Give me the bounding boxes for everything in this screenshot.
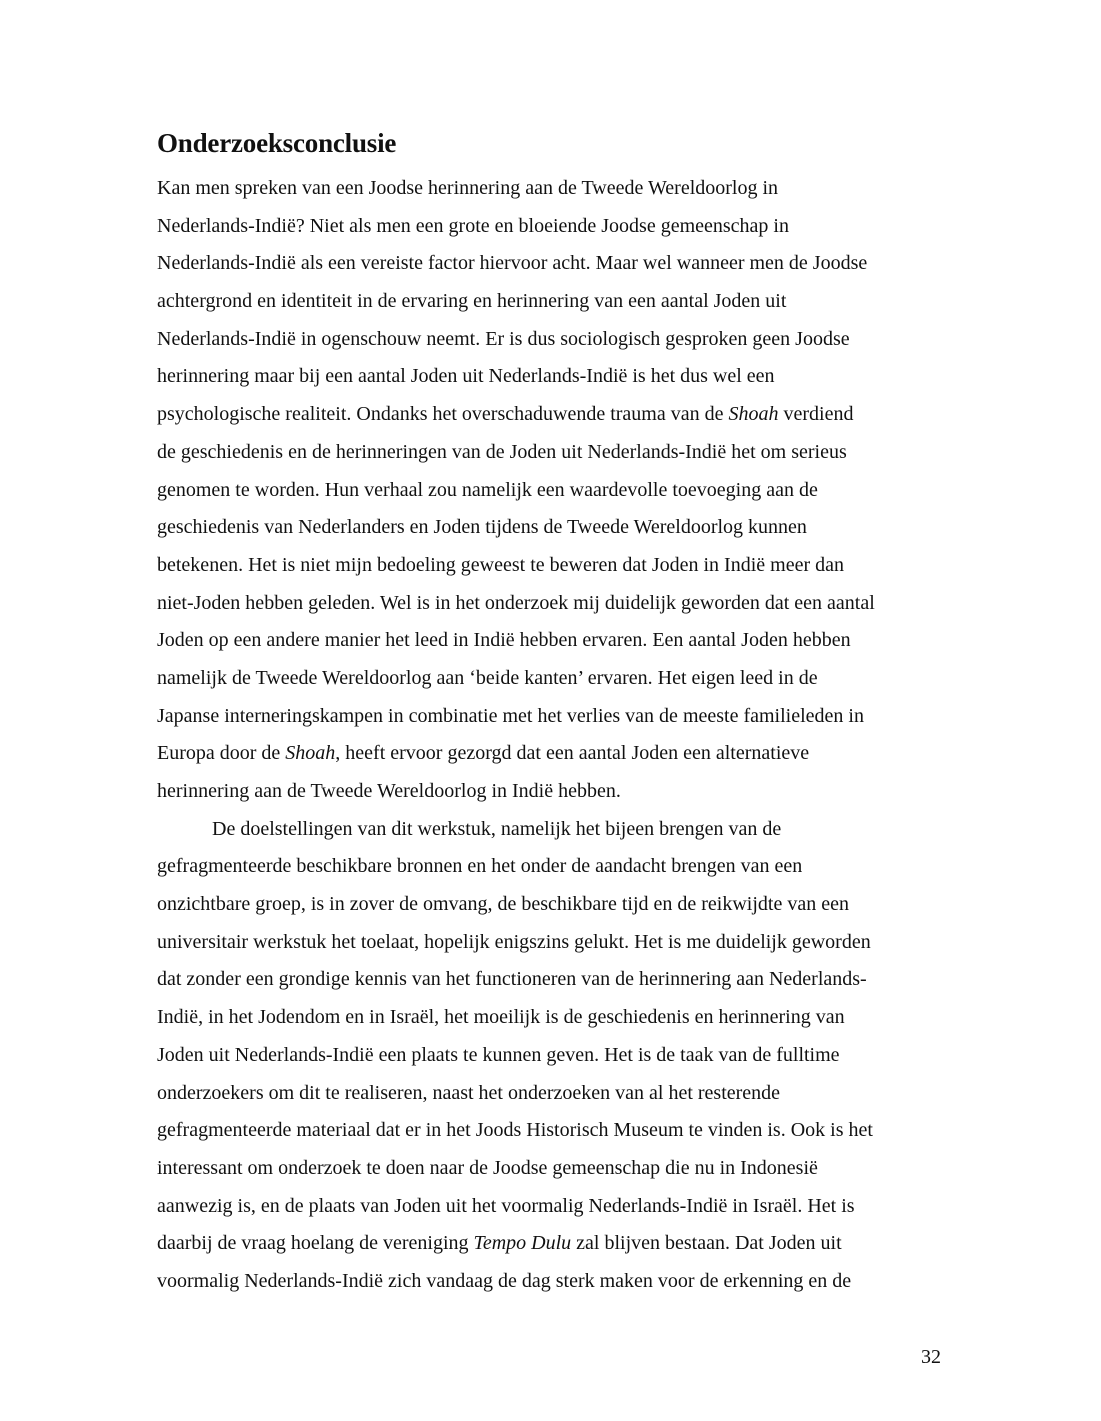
section-heading: Onderzoeksconclusie xyxy=(157,128,397,158)
text-segment: gefragmenteerde beschikbare bronnen en het onder de aandacht brengen van een xyxy=(157,855,803,878)
text-line xyxy=(157,208,947,246)
text-segment: dat zonder een grondige kennis van het functioneren van de herinnering aan Nederlands- xyxy=(157,968,867,991)
text-segment: onzichtbare groep, is in zover de omvang, de beschikbare tijd en de reikwijdte van een xyxy=(157,893,849,916)
text-line xyxy=(157,396,947,434)
text-line xyxy=(157,585,947,623)
text-line xyxy=(157,1037,947,1075)
text-segment: Europa door de xyxy=(157,742,286,765)
text-segment: Nederlands-Indië als een vereiste factor hiervoor acht. Maar wel wanneer men de Joodse xyxy=(157,252,868,275)
text-segment: zal blijven bestaan. Dat Joden uit xyxy=(571,1232,842,1255)
text-line xyxy=(157,999,947,1037)
text-line xyxy=(157,321,947,359)
text-line xyxy=(157,811,947,849)
text-line xyxy=(157,509,947,547)
text-segment: voormalig Nederlands-Indië zich vandaag de dag sterk maken voor de erkenning en de xyxy=(157,1269,852,1292)
text-line xyxy=(157,1150,947,1188)
text-segment: Kan men spreken van een Joodse herinnering aan de Tweede Wereldoorlog in xyxy=(157,177,779,199)
italic-text: Shoah xyxy=(728,403,779,426)
text-segment: Nederlands-Indië? Niet als men een grote en bloeiende Joodse gemeenschap in xyxy=(157,214,789,237)
text-line xyxy=(157,848,947,886)
text-segment: geschiedenis van Nederlanders en Joden tijdens de Tweede Wereldoorlog kunnen xyxy=(157,516,807,539)
text-line xyxy=(157,434,947,472)
text-segment: genomen te worden. Hun verhaal zou namelijk een waardevolle toevoeging aan de xyxy=(157,478,818,501)
italic-text: Tempo Dulu xyxy=(473,1232,572,1255)
text-line xyxy=(157,358,947,396)
text-segment: gefragmenteerde materiaal dat er in het Joods Historisch Museum te vinden is. Ook is het xyxy=(157,1119,873,1142)
text-line xyxy=(157,773,947,811)
text-line xyxy=(157,735,947,773)
text-line xyxy=(157,547,947,585)
text-segment: herinnering aan de Tweede Wereldoorlog in Indië hebben. xyxy=(157,780,621,802)
text-line xyxy=(157,886,947,924)
text-segment: verdiend xyxy=(778,403,854,426)
page-number: 32 xyxy=(921,1346,941,1368)
text-line xyxy=(157,961,947,999)
italic-text: Shoah xyxy=(285,742,336,765)
text-segment: Japanse interneringskampen in combinatie met het verlies van de meeste familieleden in xyxy=(157,704,864,727)
text-line xyxy=(157,1263,947,1301)
text-line xyxy=(157,170,947,208)
text-segment: Joden uit Nederlands-Indië een plaats te kunnen geven. Het is de taak van de fulltime xyxy=(157,1043,840,1066)
text-segment: interessant om onderzoek te doen naar de Joodse gemeenschap die nu in Indonesië xyxy=(157,1156,818,1179)
text-line xyxy=(157,660,947,698)
text-segment: namelijk de Tweede Wereldoorlog aan ‘beide kanten’ ervaren. Het eigen leed in de xyxy=(157,666,818,689)
text-segment: herinnering maar bij een aantal Joden uit Nederlands-Indië is het dus wel een xyxy=(157,365,775,388)
text-line xyxy=(157,698,947,736)
text-segment: psychologische realiteit. Ondanks het overschaduwende trauma van de xyxy=(157,403,729,426)
text-line xyxy=(157,924,947,962)
text-segment: , heeft ervoor gezorgd dat een aantal Joden een alternatieve xyxy=(335,742,810,765)
text-line xyxy=(157,283,947,321)
text-segment: daarbij de vraag hoelang de vereniging xyxy=(157,1232,474,1255)
text-line xyxy=(157,472,947,510)
text-segment: niet-Joden hebben geleden. Wel is in het onderzoek mij duidelijk geworden dat een aantal xyxy=(157,591,875,614)
text-segment: universitair werkstuk het toelaat, hopelijk enigszins gelukt. Het is me duidelijk geworden xyxy=(157,930,871,953)
text-line xyxy=(157,622,947,660)
text-line xyxy=(157,1112,947,1150)
text-segment: onderzoekers om dit te realiseren, naast het onderzoeken van al het resterende xyxy=(157,1081,781,1104)
text-line xyxy=(157,245,947,283)
text-line xyxy=(157,1225,947,1263)
text-segment: de geschiedenis en de herinneringen van de Joden uit Nederlands-Indië het om serieus xyxy=(157,440,847,463)
text-segment: achtergrond en identiteit in de ervaring en herinnering van een aantal Joden uit xyxy=(157,290,787,313)
text-segment: Indië, in het Jodendom en in Israël, het moeilijk is de geschiedenis en herinnering van xyxy=(157,1006,845,1029)
text-segment: De doelstellingen van dit werkstuk, namelijk het bijeen brengen van de xyxy=(212,817,782,840)
body-text xyxy=(157,170,947,1301)
text-segment: Joden op een andere manier het leed in Indië hebben ervaren. Een aantal Joden hebben xyxy=(157,629,851,652)
text-segment: Nederlands-Indië in ogenschouw neemt. Er is dus sociologisch gesproken geen Joodse xyxy=(157,327,850,350)
text-line xyxy=(157,1188,947,1226)
text-segment: aanwezig is, en de plaats van Joden uit het voormalig Nederlands-Indië in Israël. Het is xyxy=(157,1194,855,1217)
text-line xyxy=(157,1075,947,1113)
text-segment: betekenen. Het is niet mijn bedoeling geweest te beweren dat Joden in Indië meer dan xyxy=(157,553,844,576)
